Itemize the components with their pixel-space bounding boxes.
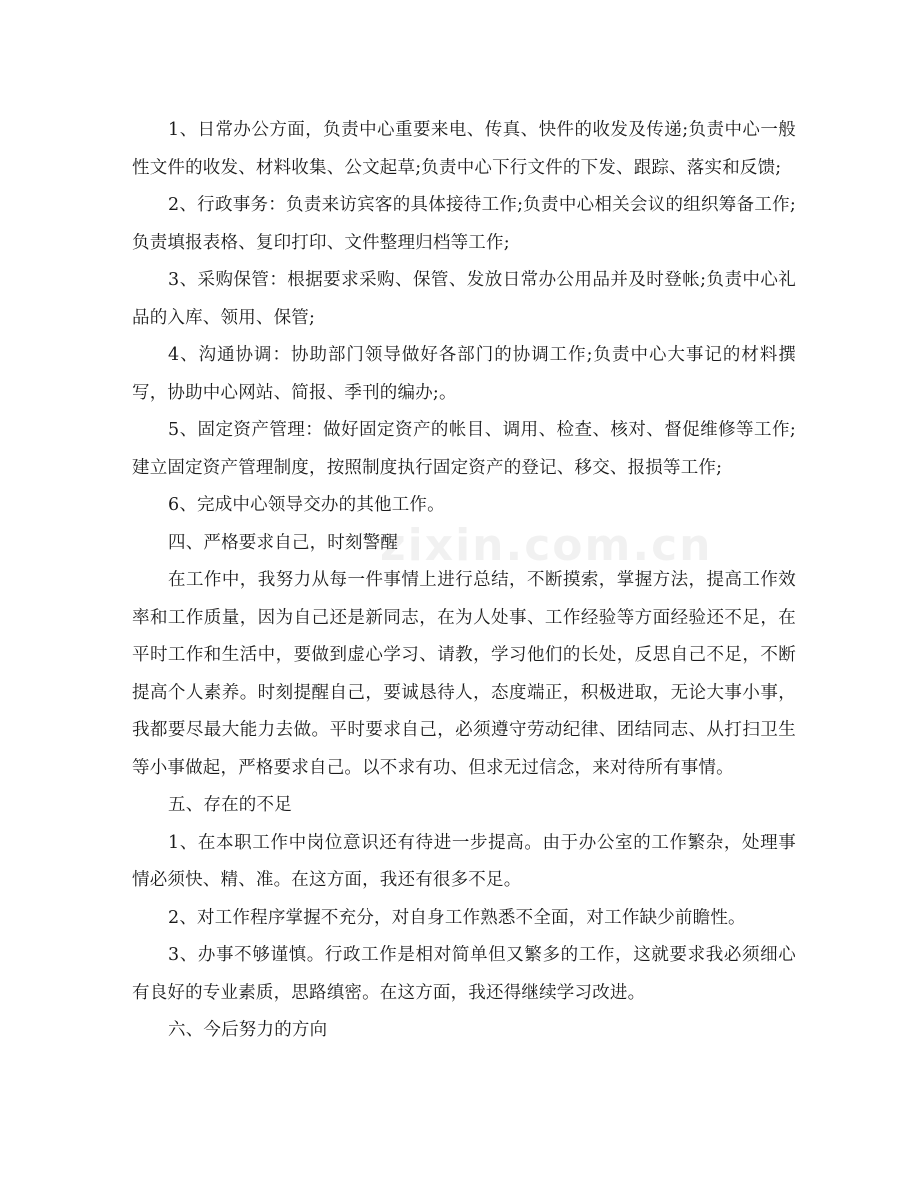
paragraph-duty-6: 6、完成中心领导交办的其他工作。 <box>168 495 445 515</box>
paragraph-duty-4: 4、沟通协调：协助部门领导做好各部门的协调工作;负责中心大事记的材料撰写，协助中心网站、简报、季刊的编办;。 <box>132 345 796 403</box>
paragraph-duty-1: 1、日常办公方面，负责中心重要来电、传真、快件的收发及传递;负责中心一般性文件的收发、材料收集、公文起草;负责中心下行文件的下发、跟踪、落实和反馈; <box>132 120 796 178</box>
paragraph-duty-5: 5、固定资产管理：做好固定资产的帐目、调用、检查、核对、督促维修等工作;建立固定资产管理制度，按照制度执行固定资产的登记、移交、报损等工作; <box>132 420 796 478</box>
paragraph-shortcoming-2: 2、对工作程序掌握不充分，对自身工作熟悉不全面，对工作缺少前瞻性。 <box>168 907 746 928</box>
paragraph-shortcoming-3: 3、办事不够谨慎。行政工作是相对简单但又繁多的工作，这就要求我必须细心有良好的专业素质，思路缜密。在这方面，我还得继续学习改进。 <box>132 945 796 1003</box>
paragraph-self-discipline: 在工作中，我努力从每一件事情上进行总结，不断摸索，掌握方法，提高工作效率和工作质量，因为自己还是新同志，在为人处事、工作经验等方面经验还不足，在平时工作和生活中，要做到虚心学习、请教，学习他们的长处，反思自己不足，不断提高个人素养。时刻提醒自己，要诚恳待人，态度端正，积极进取，无论大事小事，我都要尽最大能力去做。平时要求自己，必须遵守劳动纪律、团结同志、从打扫卫生等小事做起，严格要求自己。以不求有功、但求无过信念，来对待所有事情。 <box>132 570 796 778</box>
paragraph-duty-3: 3、采购保管：根据要求采购、保管、发放日常办公用品并及时登帐;负责中心礼品的入库、领用、保管; <box>132 270 796 328</box>
site-watermark: zixin.com.cn <box>380 520 713 571</box>
paragraph-duty-2: 2、行政事务：负责来访宾客的具体接待工作;负责中心相关会议的组织筹备工作;负责填报表格、复印打印、文件整理归档等工作; <box>132 195 796 253</box>
section-heading-4: 四、严格要求自己，时刻警醒 <box>168 532 399 553</box>
section-heading-5: 五、存在的不足 <box>168 795 292 815</box>
document-body <box>132 112 796 1050</box>
paragraph-shortcoming-1: 1、在本职工作中岗位意识还有待进一步提高。由于办公室的工作繁杂，处理事情必须快、精、准。在这方面，我还有很多不足。 <box>132 832 796 890</box>
section-heading-6: 六、今后努力的方向 <box>168 1020 328 1040</box>
